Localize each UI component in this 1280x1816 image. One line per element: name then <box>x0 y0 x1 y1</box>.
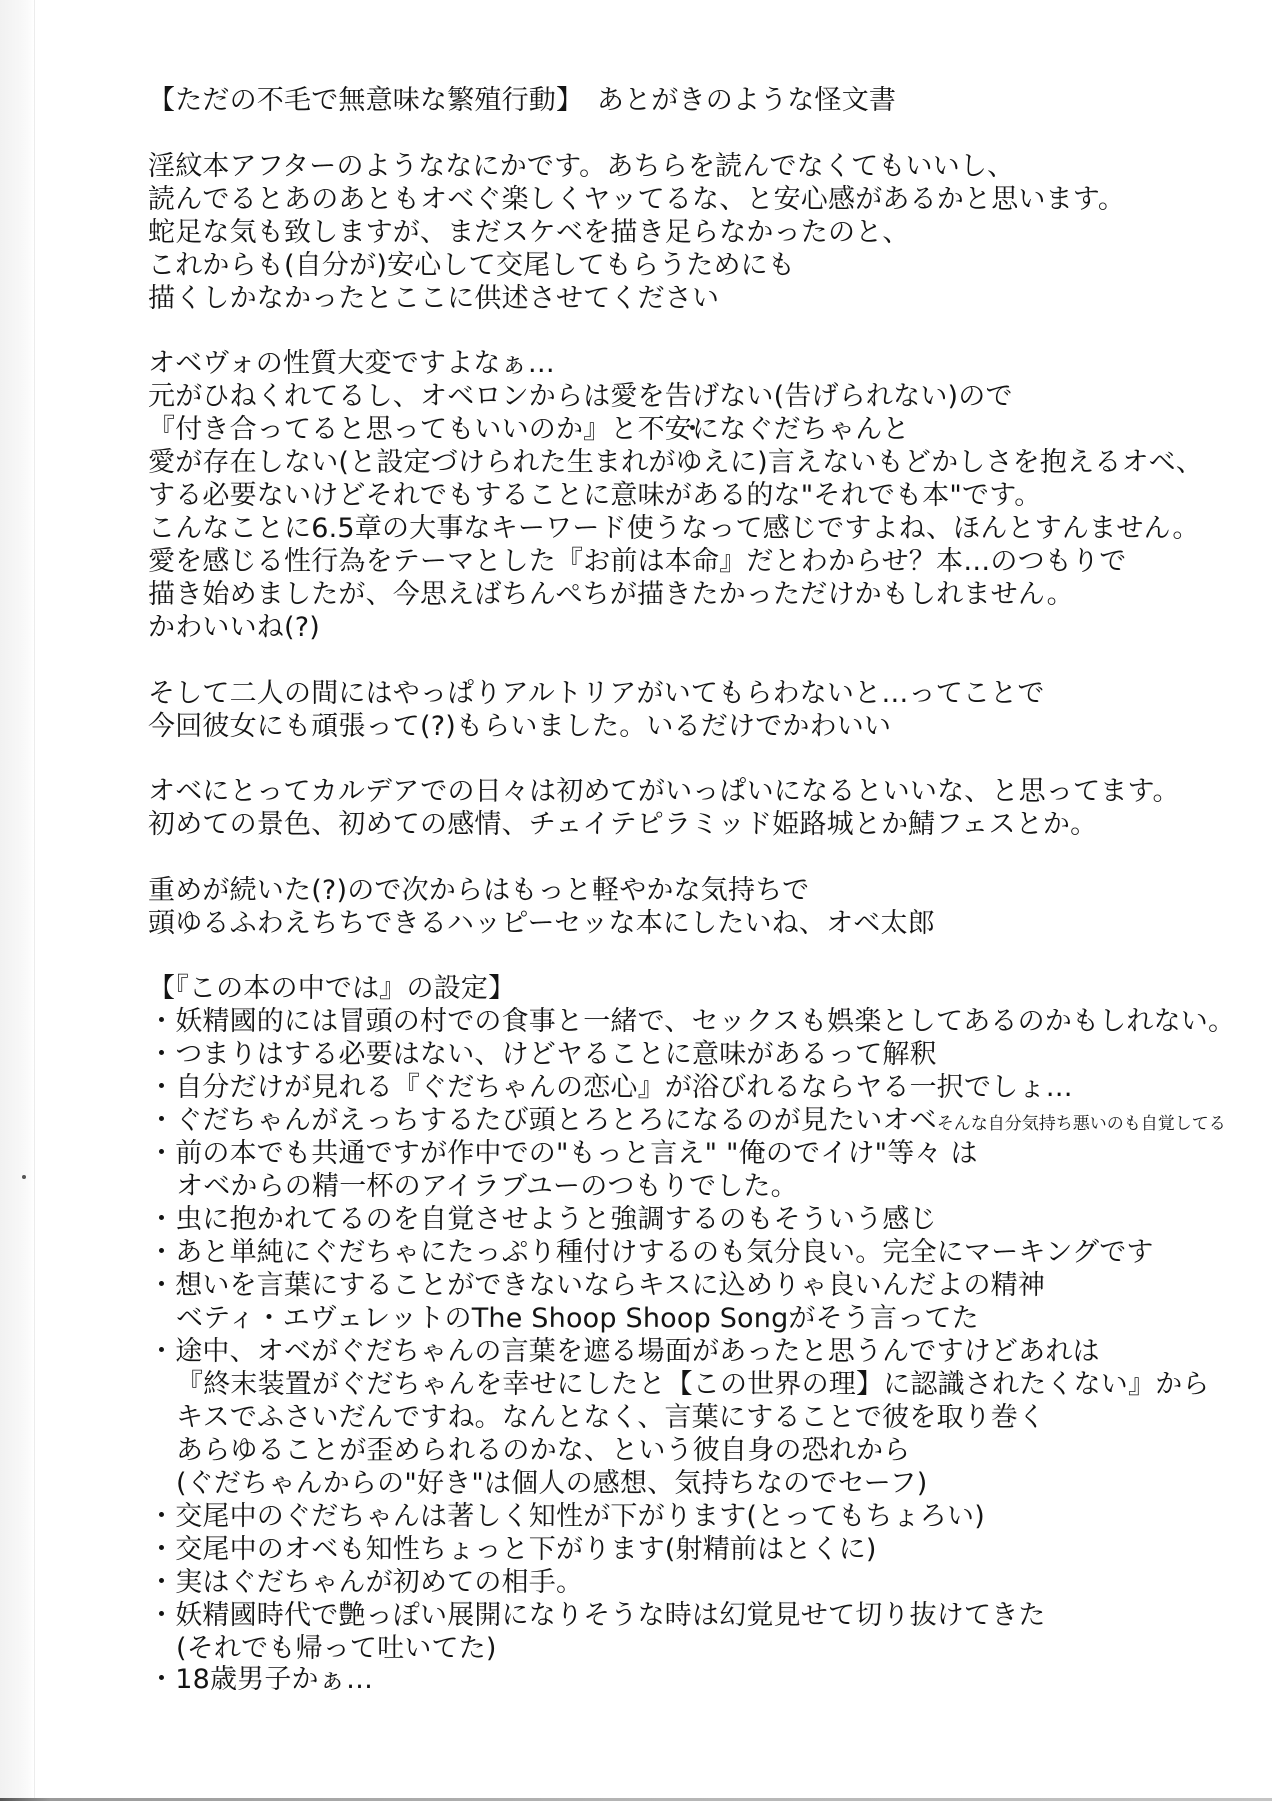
paragraph-2-line: オベヴォの性質大変ですよなぁ… <box>148 348 555 379</box>
settings-item-continuation: 『終末装置がぐだちゃんを幸せにしたと【この世界の理】に認識されたくない』から <box>176 1369 1210 1400</box>
settings-item-continuation: あらゆることが歪められるのかな、という彼自身の恐れから <box>176 1435 911 1466</box>
settings-item: ・自分だけが見れる『ぐだちゃんの恋心』が浴びれるならヤる一択でしょ… <box>148 1072 1073 1103</box>
paragraph-1-line: 読んでるとあのあともオベぐ楽しくヤッてるな、と安心感があるかと思います。 <box>148 184 1126 215</box>
paragraph-5-line: 頭ゆるふわえちちできるハッピーセッな本にしたいね、オベ太郎 <box>148 908 935 939</box>
paragraph-3-line: そして二人の間にはやっぱりアルトリアがいてもらわないと…ってことで <box>148 678 1045 709</box>
paragraph-1-line: 蛇足な気も致しますが、まだスケベを描き足らなかったのと、 <box>148 217 910 248</box>
settings-item: ・交尾中のオベも知性ちょっと下がります(射精前はとくに) <box>148 1534 877 1565</box>
paragraph-1-line: 淫紋本アフターのようななにかです。あちらを読んでなくてもいいし、 <box>148 151 1015 182</box>
settings-item-continuation: オベからの精一杯のアイラブユーのつもりでした。 <box>176 1171 798 1202</box>
settings-item: ・交尾中のぐだちゃんは著しく知性が下がります(とってもちょろい) <box>148 1501 985 1532</box>
page-title: 【ただの不毛で無意味な繁殖行動】 あとがきのような怪文書 <box>148 85 897 116</box>
paragraph-5-line: 重めが続いた(?)ので次からはもっと軽やかな気持ちで <box>148 875 810 906</box>
settings-item-aside: そんな自分気持ち悪いのも自覚してる <box>936 1114 1226 1134</box>
settings-item: ・妖精國時代で艶っぽい展開になりそうな時は幻覚見せて切り抜けてきた <box>148 1600 1046 1631</box>
settings-item: ・想いを言葉にすることができないならキスに込めりゃ良いんだよの精神 <box>148 1270 1046 1301</box>
scan-binding-edge <box>0 0 35 1800</box>
paragraph-1-line: 描くしかなかったとここに供述させてください <box>148 283 720 314</box>
settings-item-continuation: キスでふさいだんですね。なんとなく、言葉にすることで彼を取り巻く <box>176 1402 1046 1433</box>
paragraph-2-line: する必要ないけどそれでもすることに意味がある的な"それでも本"です。 <box>148 480 1042 511</box>
paragraph-2-line: 愛が存在しない(と設定づけられた生まれがゆえに)言えないもどかしさを抱えるオベ、 <box>148 447 1204 478</box>
paragraph-2-line: 描き始めましたが、今思えばちんぺちが描きたかっただけかもしれません。 <box>148 579 1074 610</box>
paragraph-2-line: 『付き合ってると思ってもいいのか』と不安になぐだちゃんと <box>148 414 910 445</box>
settings-item: ・前の本でも共通ですが作中での"もっと言え" "俺のでイけ"等々 は <box>148 1138 978 1169</box>
paragraph-2-line: 元がひねくれてるし、オベロンからは愛を告げない(告げられない)ので <box>148 381 1013 412</box>
settings-heading: 【『この本の中では』の設定】 <box>148 973 516 1004</box>
paragraph-3-line: 今回彼女にも頑張って(?)もらいました。いるだけでかわいい <box>148 711 892 742</box>
settings-item-text: ・ぐだちゃんがえっちするたび頭とろとろになるのが見たいオベ <box>148 1105 937 1136</box>
settings-item: ・途中、オベがぐだちゃんの言葉を遮る場面があったと思うんですけどあれは <box>148 1336 1100 1367</box>
scan-bottom-edge <box>0 1798 1272 1801</box>
settings-item: ・つまりはする必要はない、けどヤることに意味があるって解釈 <box>148 1039 937 1070</box>
settings-item: ・あと単純にぐだちゃにたっぷり種付けするのも気分良い。完全にマーキングです <box>148 1237 1154 1268</box>
settings-item-continuation: ベティ・エヴェレットのThe Shoop Shoop Songがそう言ってた <box>176 1303 979 1334</box>
scan-speck <box>22 1175 26 1179</box>
paragraph-2-line: こんなことに6.5章の大事なキーワード使うなって感じですよね、ほんとすんません。 <box>148 513 1200 544</box>
settings-item: ・実はぐだちゃんが初めての相手。 <box>148 1567 584 1598</box>
paragraph-2-line: かわいいね(?) <box>148 612 320 643</box>
settings-item: ・妖精國的には冒頭の村での食事と一緒で、セックスも娯楽としてあるのかもしれない。 <box>148 1006 1236 1037</box>
settings-item <box>148 1104 1226 1137</box>
settings-item: ・虫に抱かれてるのを自覚させようと強調するのもそういう感じ <box>148 1204 937 1235</box>
paragraph-1-line: これからも(自分が)安心して交尾してもらうためにも <box>148 250 796 281</box>
settings-item-continuation: (それでも帰って吐いてた) <box>176 1633 497 1664</box>
settings-item: ・18歳男子かぁ… <box>148 1664 374 1695</box>
paragraph-4-line: 初めての景色、初めての感情、チェイテピラミッド姫路城とか鯖フェスとか。 <box>148 809 1098 840</box>
paragraph-2-line: 愛を感じる性行為をテーマとした『お前は本命』だとわからせ？本…のつもりで <box>148 546 1127 577</box>
paragraph-4-line: オベにとってカルデアでの日々は初めてがいっぱいになるといいな、と思ってます。 <box>148 776 1180 807</box>
settings-item-continuation: (ぐだちゃんからの"好き"は個人の感想、気持ちなのでセーフ) <box>176 1468 928 1499</box>
